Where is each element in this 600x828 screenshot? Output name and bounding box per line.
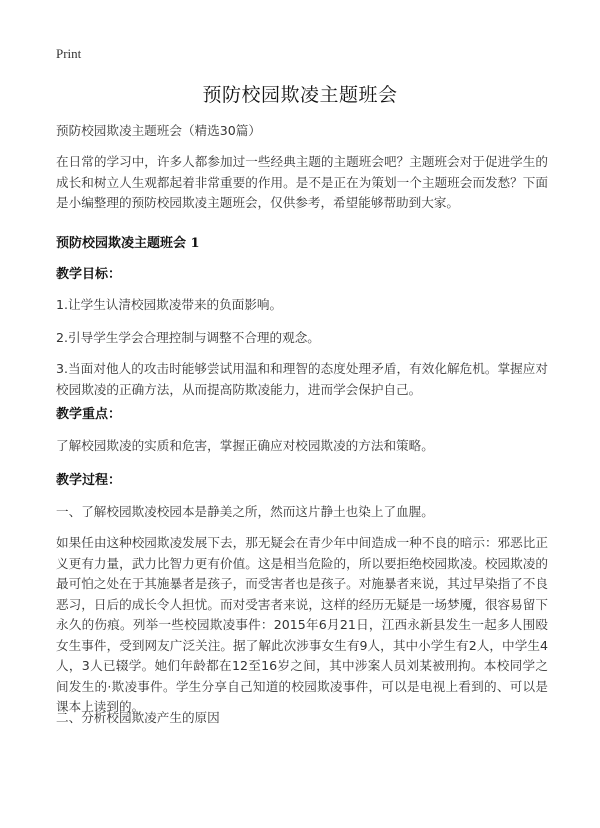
step-2-heading: 二、分析校园欺凌产生的原因 [56, 710, 220, 725]
subtitle: 预防校园欺凌主题班会（精选30篇） [56, 123, 261, 138]
focus-heading: 教学重点： [56, 407, 122, 422]
process-heading: 教学过程： [56, 473, 122, 488]
goal-item-3: 3.当面对他人的攻击时能够尝试用温和和理智的态度处理矛盾，有效化解危机。掌握应对校园欺凌的正确方法，从而提高防欺凌能力，进而学会保护自己。 [56, 361, 548, 397]
intro-paragraph: 在日常的学习中，许多人都参加过一些经典主题的主题班会吧？主题班会对于促进学生的成长和树立人生观都起着非常重要的作用。是不是正在为策划一个主题班会而发愁？下面是小编整理的预防校园欺凌主题班会，仅供参考，希望能够帮助到大家。 [56, 154, 548, 210]
step-1-body: 如果任由这种校园欺凌发展下去，那无疑会在青少年中间造成一种不良的暗示：邪恶比正义更有力量，武力比智力更有价值。这是相当危险的，所以要拒绝校园欺凌。校园欺凌的最可怕之处在于其施暴者是孩子，而受害者也是孩子。对施暴者来说，其过早染指了不良恶习，日后的成长令人担忧。而对受害者来说，这样的经历无疑是一场梦魇，很容易留下永久的伤痕。列举一些校园欺凌事件：2015年6月21日，江西永新县发生一起多人围殴女生事件，受到网友广泛关注。据了解此次涉事女生有9人，其中小学生有2人，中学生4人，3人已辍学。她们年龄都在12至16岁之间，其中涉案人员刘某被刑拘。本校同学之间发生的·欺凌事件。学生分享自己知道的校园欺凌事件，可以是电视上看到的、可以是课本上读到的。 [56, 535, 548, 714]
page-title: 预防校园欺凌主题班会 [202, 84, 398, 106]
goal-item-1: 1.让学生认清校园欺凌带来的负面影响。 [56, 297, 283, 312]
step-1-heading: 一、了解校园欺凌校园本是静美之所，然而这片静土也染上了血腥。 [56, 504, 434, 519]
section-title: 预防校园欺凌主题班会 1 [56, 236, 200, 251]
focus-paragraph: 了解校园欺凌的实质和危害，掌握正确应对校园欺凌的方法和策略。 [56, 438, 434, 453]
goal-item-2: 2.引导学生学会合理控制与调整不合理的观念。 [56, 330, 320, 345]
print-label: Print [56, 46, 82, 61]
goals-heading: 教学目标： [56, 267, 122, 282]
